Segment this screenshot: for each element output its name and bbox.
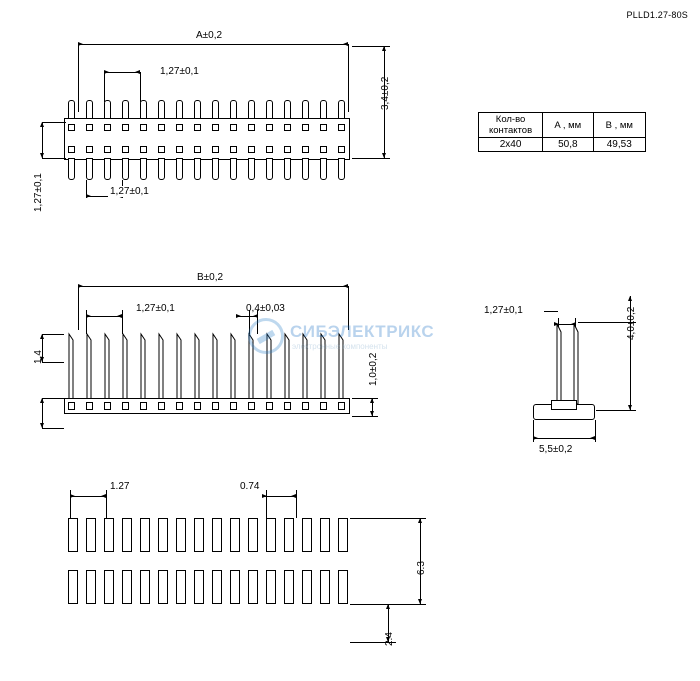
dim-label-fp-gap: 0.74 <box>240 481 260 492</box>
table-header-row <box>479 113 646 138</box>
ext-b-left <box>78 286 79 330</box>
dim-label-14: 1,4 <box>33 350 44 364</box>
table-cell-qty: 2x40 <box>479 138 543 152</box>
dim-label-pitch-bottom: 1,27±0,1 <box>110 186 149 197</box>
dim-arrow-40-top <box>628 296 632 301</box>
end-view-pin-shapes <box>545 320 605 410</box>
watermark-title: СИБЭЛЕКТРИКС <box>290 322 435 341</box>
dim-label-10: 1,0±0,2 <box>368 352 379 386</box>
end-view-body-top <box>551 400 577 410</box>
dim-label-fp-pitch: 1.27 <box>110 481 130 492</box>
ext-10-top <box>352 398 378 399</box>
dim-label-63: 6.3 <box>416 561 427 575</box>
table-header-a: A , мм <box>543 113 593 138</box>
ext-63-top <box>350 518 426 519</box>
watermark-subtitle: электронные компоненты <box>292 342 388 351</box>
table-cell-b: 49,53 <box>593 138 645 152</box>
table-header-b: B , мм <box>593 113 645 138</box>
ext-rowsp-bottom <box>42 158 66 159</box>
ext-fp-gap-1 <box>266 490 267 518</box>
ext-10-bottom <box>352 416 378 417</box>
ext-pitch-bot-1 <box>86 180 87 198</box>
ext-line-a-left <box>78 44 79 112</box>
dim-label-pitch-top: 1,27±0,1 <box>160 66 199 77</box>
dim-arrow-24-top <box>386 604 390 609</box>
ext-55-right <box>595 420 596 442</box>
ext-fp-pitch-1 <box>70 490 71 518</box>
ext-14-top <box>42 334 64 335</box>
dim-line-b <box>78 286 348 287</box>
dim-label-40: 4,0±0,2 <box>626 306 637 340</box>
ext-bodyh-top <box>42 398 64 399</box>
ext-h34-bottom <box>352 158 390 159</box>
ext-line-a-right <box>348 44 349 112</box>
ext-h34-top <box>352 46 390 47</box>
ext-pitch-top-1 <box>104 72 105 102</box>
dim-arrow-pinw-l <box>236 314 241 318</box>
ext-pitch-top-2 <box>140 72 141 102</box>
table-row <box>479 138 646 152</box>
part-number-label: PLLD1.27-80S <box>626 10 688 20</box>
table-header-qty: Кол-во контактов <box>479 113 543 138</box>
dim-label-55: 5,5±0,2 <box>539 444 573 455</box>
dim-label-side-pitch: 1,27±0,1 <box>136 303 175 314</box>
dim-label-row-spacing: 1,27±0,1 <box>33 173 44 212</box>
dim-line-55 <box>533 438 595 439</box>
ext-fp-gap-2 <box>296 490 297 518</box>
dim-label-b: B±0,2 <box>197 272 224 283</box>
dim-label-pin-width: 0,4±0,03 <box>246 303 285 314</box>
ext-rowsp-top <box>42 122 66 123</box>
ext-55-left <box>533 420 534 442</box>
ext-bodyh-bottom <box>42 428 64 429</box>
table-cell-a: 50,8 <box>543 138 593 152</box>
ext-fp-pitch-2 <box>106 490 107 518</box>
dim-label-end-pitch: 1,27±0,1 <box>484 305 523 316</box>
dim-label-24: 2.4 <box>384 632 395 646</box>
dim-label-height-34: 3,4±0,2 <box>380 76 391 110</box>
ext-14-bottom <box>42 362 64 363</box>
ext-b-right <box>348 286 349 330</box>
dim-line-a <box>78 44 348 45</box>
dim-label-a: A±0,2 <box>196 30 223 41</box>
spec-table <box>478 112 646 152</box>
ext-40-bottom <box>596 410 636 411</box>
leader-end-pitch <box>544 311 558 312</box>
